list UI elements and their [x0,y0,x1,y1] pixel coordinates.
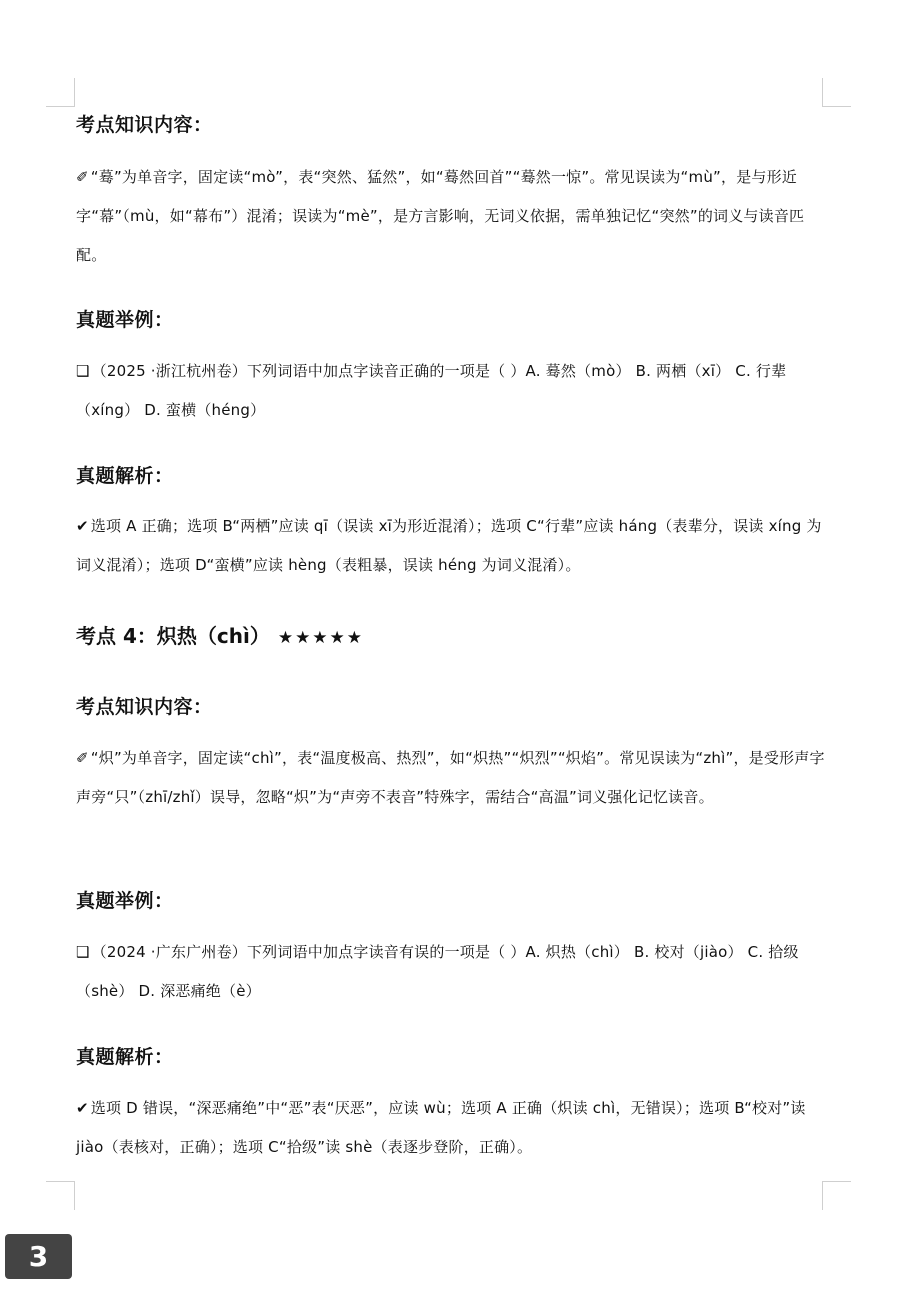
check-icon: ✔ [76,517,89,535]
check-icon: ✔ [76,1099,89,1117]
checkbox-icon: ❑ [76,362,90,380]
analysis-text: 选项 D 错误，“深恶痛绝”中“恶”表“厌恶”，应读 wù；选项 A 正确（炽读 chì，无错误）；选项 B“校对”读 jiào（表核对，正确）；选项 C“拾级”读 shè（表逐步登阶，正确）。 [76,1099,806,1156]
crop-mark-top-right [822,78,851,107]
example-paragraph [76,933,832,1011]
crop-mark-bottom-left [46,1181,75,1210]
knowledge-paragraph [76,739,832,817]
analysis-paragraph [76,507,832,585]
knowledge-heading: 考点知识内容： [76,114,213,136]
checkbox-icon: ❑ [76,943,90,961]
pencil-icon: ✐ [76,749,89,767]
star-rating: ★★★★★ [277,628,365,648]
crop-mark-bottom-right [822,1181,851,1210]
crop-mark-top-left [46,78,75,107]
knowledge-paragraph [76,158,832,275]
analysis-text: 选项 A 正确；选项 B“两栖”应读 qī（误读 xī为形近混淆）；选项 C“行辈”应读 háng（表辈分，误读 xíng 为词义混淆）；选项 D“蛮横”应读 hèng（表粗暴，误读 héng 为词义混淆）。 [76,517,822,574]
point-title [76,620,364,649]
example-heading: 真题举例： [76,890,174,912]
example-heading: 真题举例： [76,309,174,331]
knowledge-heading: 考点知识内容： [76,696,213,718]
example-paragraph [76,352,832,430]
analysis-heading: 真题解析： [76,1046,174,1068]
analysis-paragraph [76,1089,832,1167]
knowledge-text: “蓦”为单音字，固定读“mò”，表“突然、猛然”，如“蓦然回首”“蓦然一惊”。常见误读为“mù”，是与形近字“幕”（mù，如“幕布”）混淆；误读为“mè”，是方言影响，无词义依据，需单独记忆“突然”的词义与读音匹配。 [76,168,805,264]
point-title-text: 考点 4：炽热（chì） [76,624,270,648]
pencil-icon: ✐ [76,168,89,186]
analysis-heading: 真题解析： [76,465,174,487]
example-text: （2025 ·浙江杭州卷）下列词语中加点字读音正确的一项是（ ）A. 蓦然（mò） B. 两栖（xī） C. 行辈（xíng） D. 蛮横（héng） [76,362,787,419]
knowledge-text: “炽”为单音字，固定读“chì”，表“温度极高、热烈”，如“炽热”“炽烈”“炽焰”。常见误读为“zhì”，是受形声字声旁“只”（zhī/zhǐ）误导，忽略“炽”为“声旁不表音”特殊字，需结合“高温”词义强化记忆读音。 [76,749,825,806]
page-number-badge: 3 [5,1234,72,1279]
example-text: （2024 ·广东广州卷）下列词语中加点字读音有误的一项是（ ）A. 炽热（chì） B. 校对（jiào） C. 拾级（shè） D. 深恶痛绝（è） [76,943,799,1000]
